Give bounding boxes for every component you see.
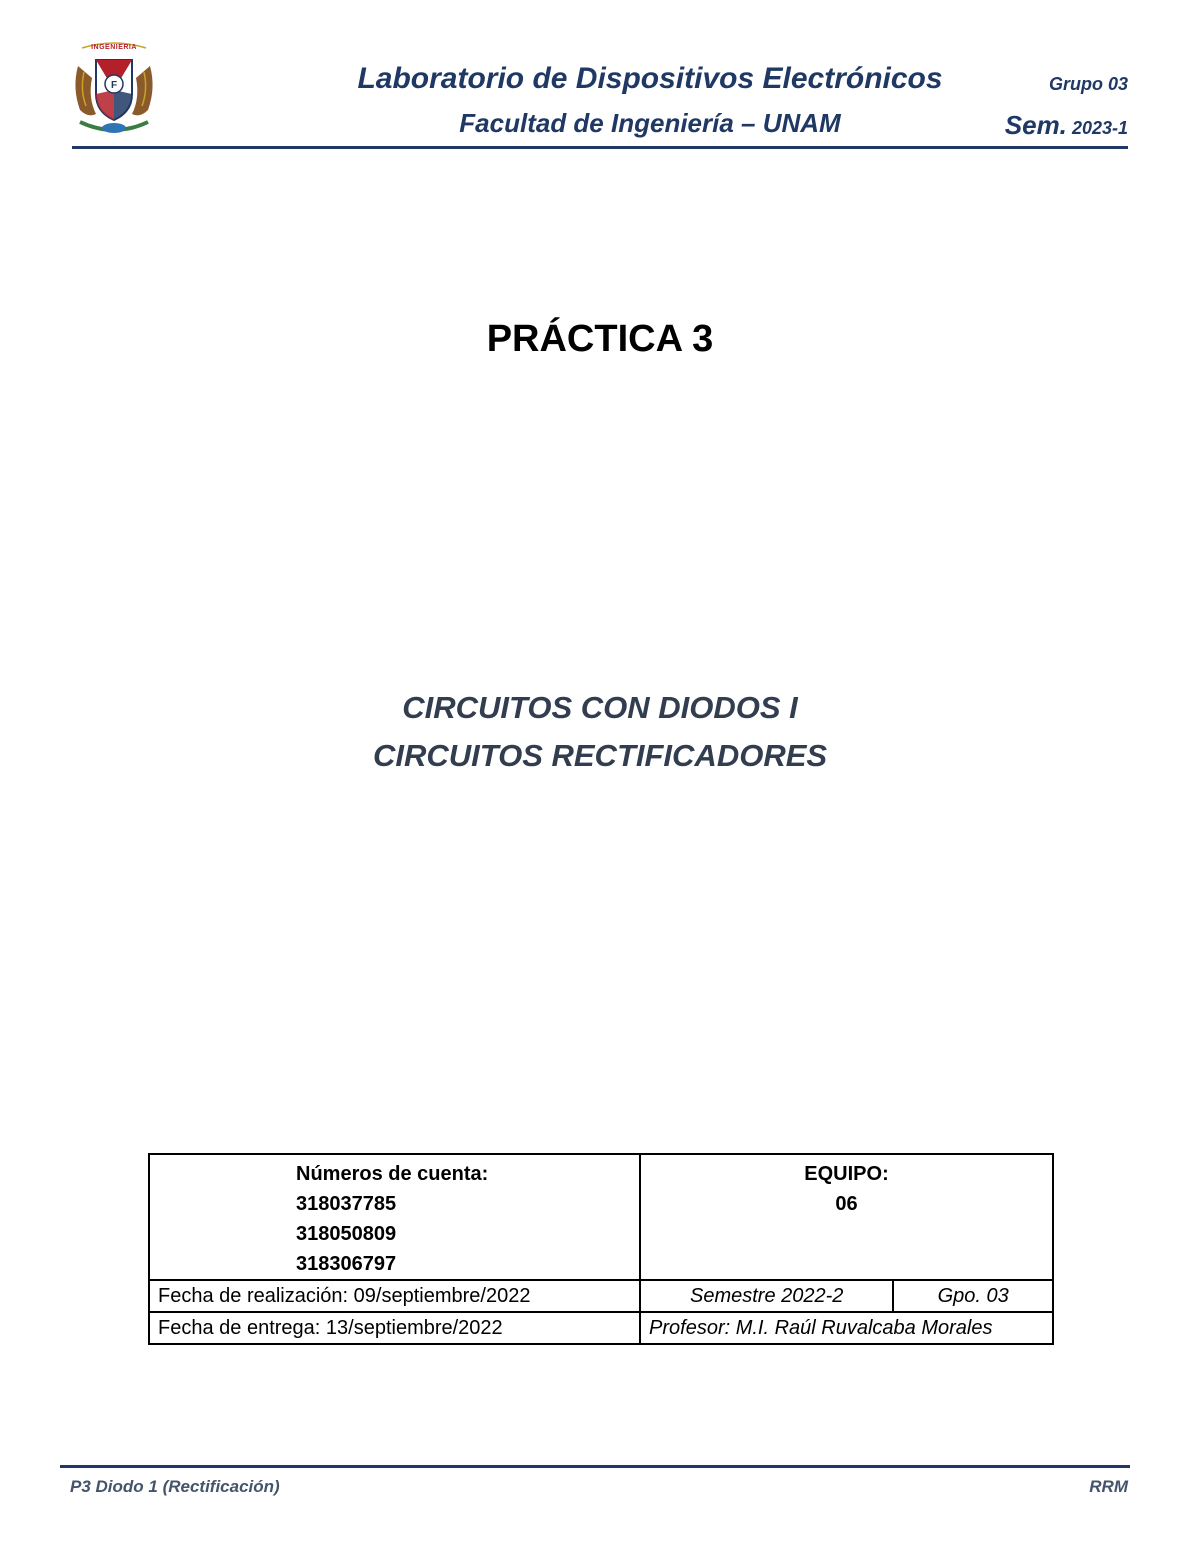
footer-document-name: P3 Diodo 1 (Rectificación) [70,1477,280,1496]
table-row [149,1312,1053,1344]
date-done-cell: Fecha de realización: 09/septiembre/2022 [149,1280,640,1312]
subject-line-2: CIRCUITOS RECTIFICADORES [372,738,828,773]
table-row [149,1154,1053,1280]
eagle-seal-icon [70,38,158,140]
team-label: EQUIPO: [804,1163,889,1185]
semester-label [1005,110,1128,141]
subject-line-1: CIRCUITOS CON DIODOS I [402,690,798,725]
professor-cell: Profesor: M.I. Raúl Ruvalcaba Morales [640,1312,1053,1344]
unam-ingenieria-logo [70,38,158,140]
account-number: 318037785 [296,1193,397,1215]
accounts-label: Números de cuenta: [296,1163,489,1185]
team-value: 06 [835,1193,858,1215]
semester-cell: Semestre 2022-2 [640,1280,893,1312]
student-info-table [148,1153,1054,1345]
account-number: 318306797 [296,1253,397,1275]
accounts-cell [149,1154,640,1280]
table-row [149,1280,1053,1312]
group-label: Grupo 03 [1048,74,1128,94]
lab-title: Laboratorio de Dispositivos Electrónicos [357,62,943,95]
svg-text:F: F [110,80,118,91]
semester-value: 2023-1 [1071,118,1128,138]
group-cell: Gpo. 03 [893,1280,1053,1312]
account-number: 318050809 [296,1223,397,1245]
practice-title: PRÁCTICA 3 [486,318,714,360]
footer-initials: RRM [1089,1477,1128,1496]
header-divider [72,146,1128,149]
footer-divider [60,1465,1130,1468]
semester-prefix: Sem. [1004,110,1067,140]
team-cell [640,1154,1053,1280]
date-due-cell: Fecha de entrega: 13/septiembre/2022 [149,1312,640,1344]
logo-lettering: INGENIERIA [91,44,137,51]
faculty-subtitle: Facultad de Ingeniería – UNAM [459,108,841,138]
